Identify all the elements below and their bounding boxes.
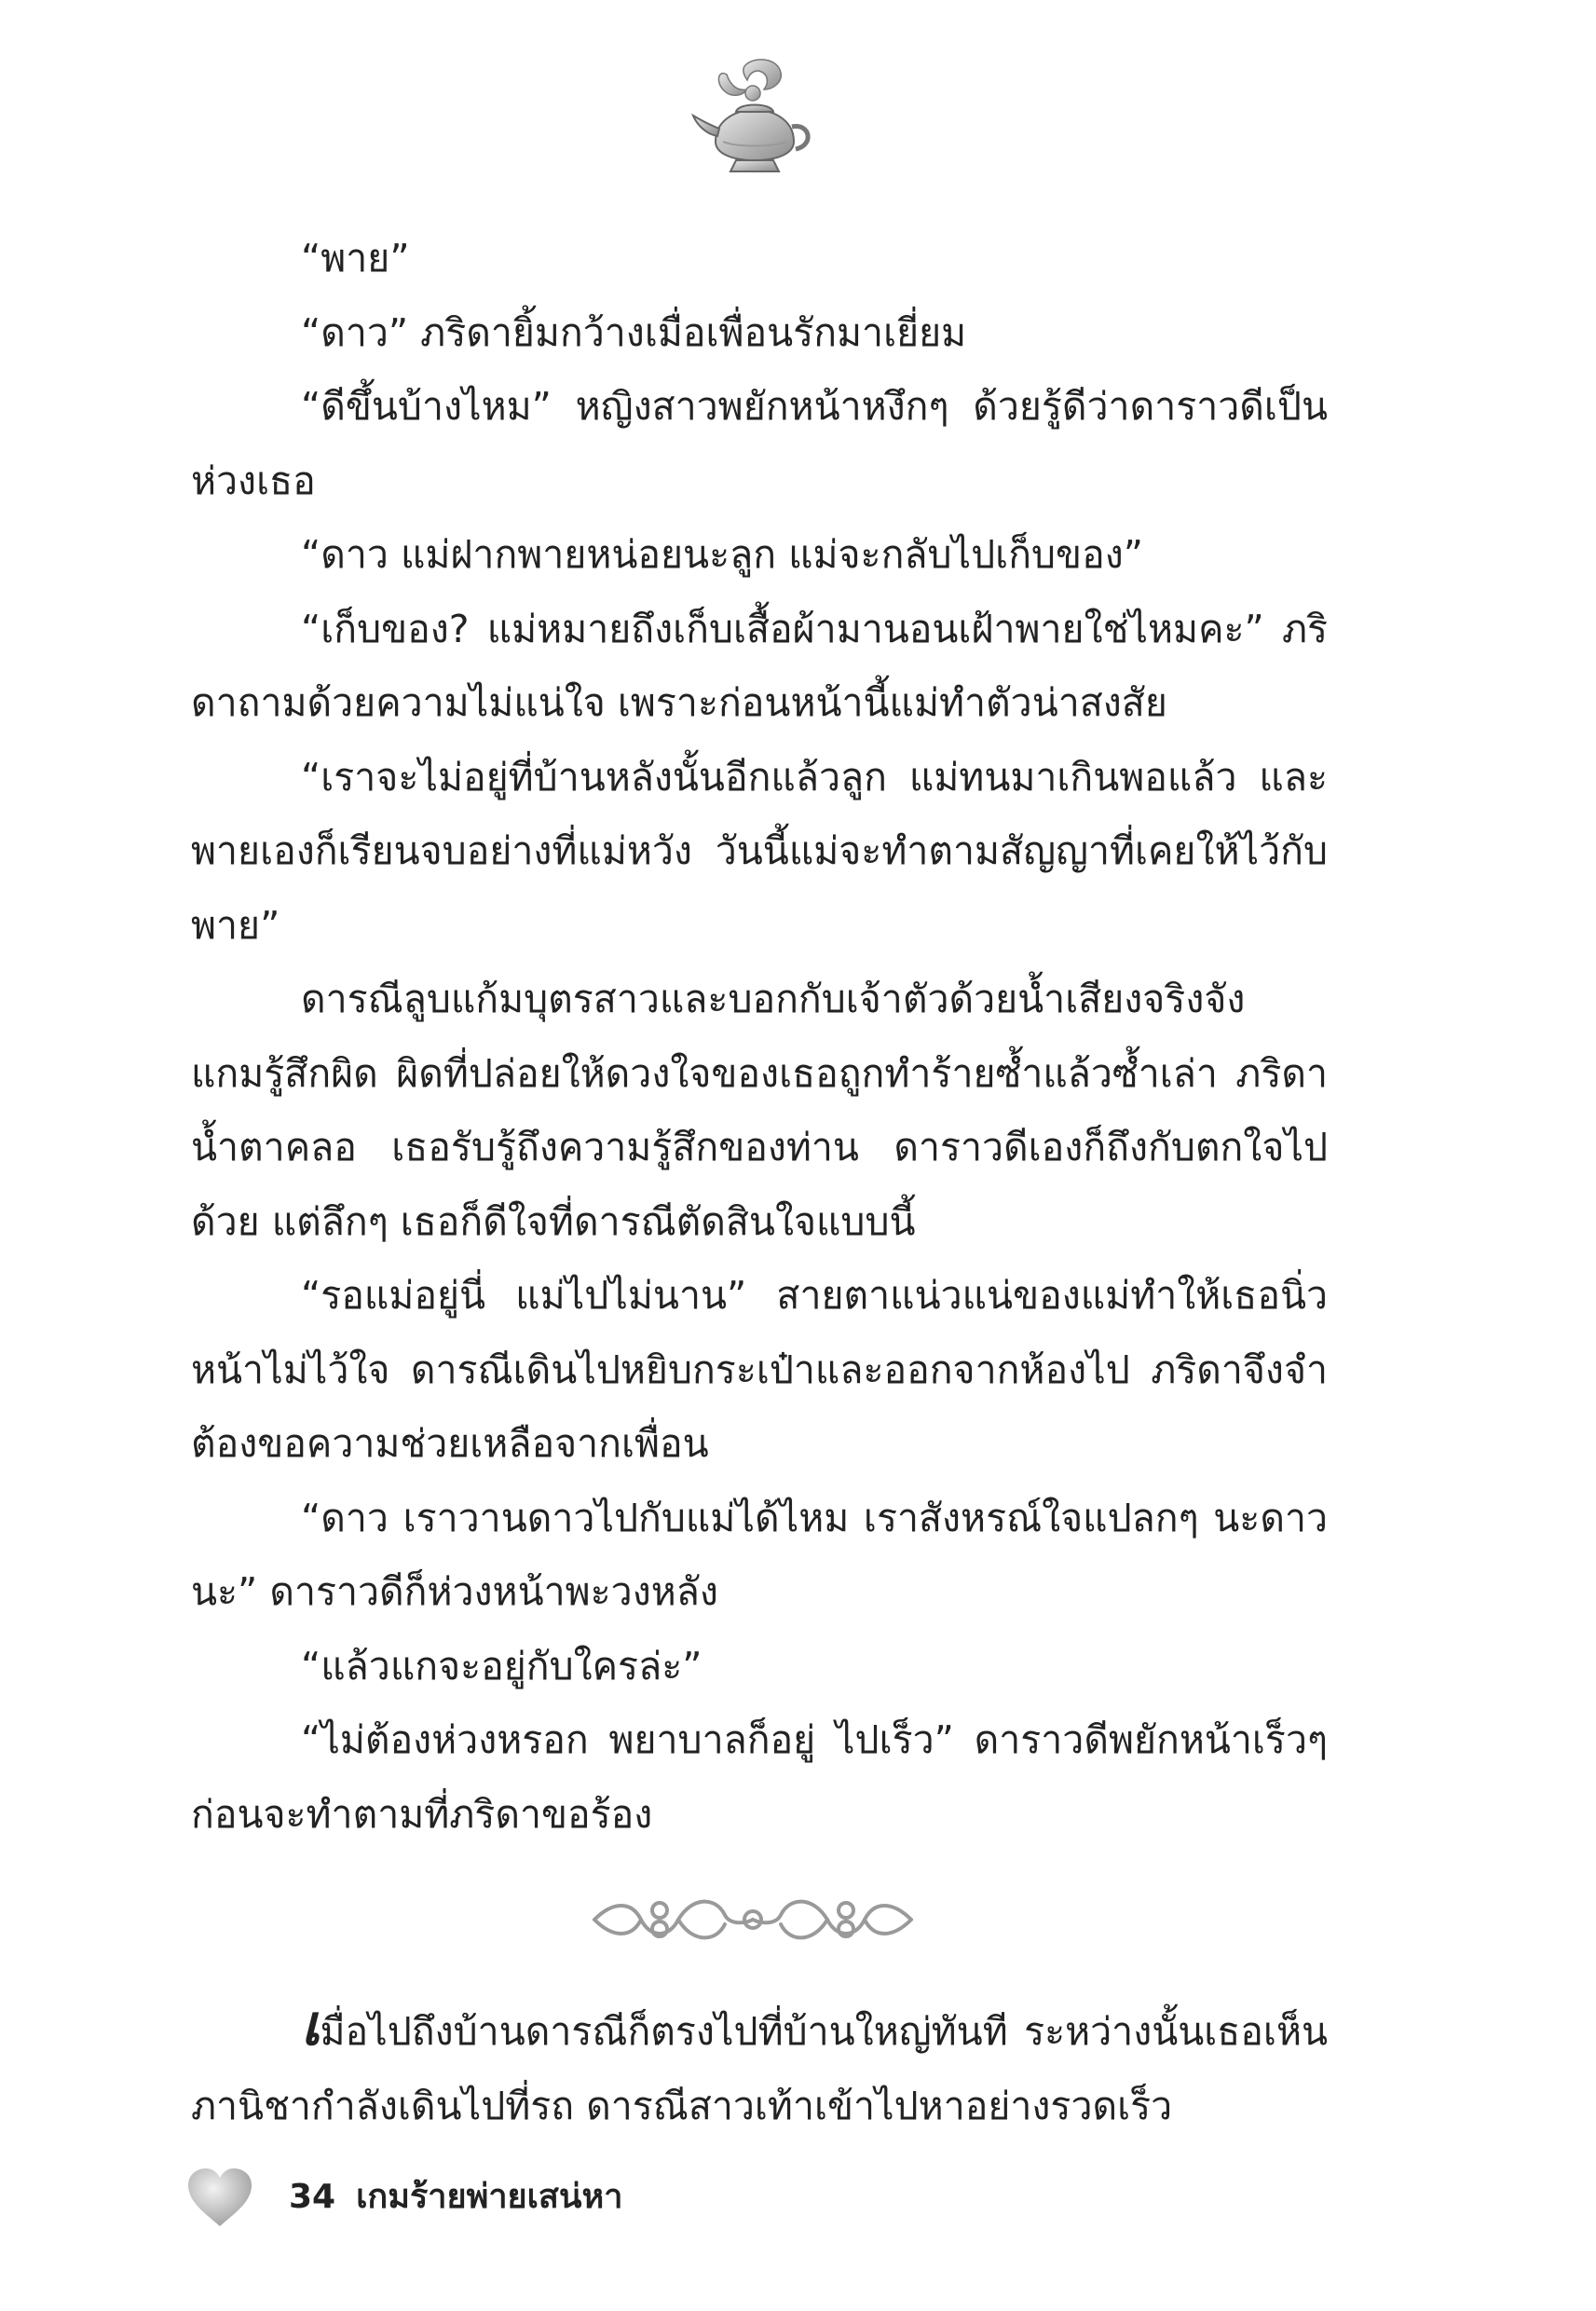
paragraph: “รอแม่อยู่นี่ แม่ไปไม่นาน” สายตาแน่วแน่ของแม่ทำให้เธอนิ่วหน้าไม่ไว้ใจ ดารณีเดินไปหยิบกระเป๋าและออกจากห้องไป ภริดาจึงจำต้องขอความช่วยเหลือจากเพื่อน [191, 1273, 1328, 1466]
paragraph-text: มื่อไปถึงบ้านดารณีก็ตรงไปที่บ้านใหญ่ทันที ระหว่างนั้นเธอเห็นภานิชากำลังเดินไปที่รถ ดารณีสาวเท้าเข้าไปหาอย่างรวดเร็ว [191, 2009, 1328, 2128]
paragraph: “แล้วแกจะอยู่กับใครล่ะ” [301, 1643, 703, 1689]
paragraph [191, 1990, 1328, 2143]
scroll-ornament-icon [585, 1882, 921, 1957]
section-two [191, 1990, 1328, 2143]
body-text [191, 222, 1328, 1852]
paragraph: “เก็บของ? แม่หมายถึงเก็บเสื้อผ้ามานอนเฝ้าพายใช่ไหมคะ” ภริดาถามด้วยความไม่แน่ใจ เพราะก่อนหน้านี้แม่ทำตัวน่าสงสัย [191, 606, 1328, 725]
heart-icon [186, 2167, 253, 2228]
paragraph: “ดาว” ภริดายิ้มกว้างเมื่อเพื่อนรักมาเยี่ยม [301, 309, 967, 355]
paragraph: “เราจะไม่อยู่ที่บ้านหลังนั้นอีกแล้วลูก แม่ทนมาเกินพอแล้ว และพายเองก็เรียนจบอย่างที่แม่หวัง วันนี้แม่จะทำตามสัญญาที่เคยให้ไว้กับพาย” [191, 754, 1328, 948]
paragraph: “ดาว เราวานดาวไปกับแม่ได้ไหม เราสังหรณ์ใจแปลกๆ นะดาวนะ” ดาราวดีก็ห่วงหน้าพะวงหลัง [191, 1495, 1328, 1614]
cupid-teapot-icon [689, 56, 820, 182]
page-number: 34 [289, 2178, 336, 2216]
footer-text [289, 2174, 622, 2221]
paragraph: “ดีขึ้นบ้างไหม” หญิงสาวพยักหน้าหงึกๆ ด้วยรู้ดีว่าดาราวดีเป็นห่วงเธอ [191, 384, 1328, 503]
book-title: เกมร้ายพ่ายเสน่หา [356, 2178, 623, 2216]
paragraph: ดารณีลูบแก้มบุตรสาวและบอกกับเจ้าตัวด้วยน้ำเสียงจริงจัง แกมรู้สึกผิด ผิดที่ปล่อยให้ดวงใจของเธอถูกทำร้ายซ้ำแล้วซ้ำเล่า ภริดาน้ำตาคลอ เธอรับรู้ถึงความรู้สึกของท่าน ดาราวดีเองก็ถึงกับตกใจไปด้วย แต่ลึกๆ เธอก็ดีใจที่ดารณีตัดสินใจแบบนี้ [191, 977, 1328, 1244]
drop-cap: เ [301, 1993, 321, 2058]
paragraph: “ไม่ต้องห่วงหรอก พยาบาลก็อยู่ ไปเร็ว” ดาราวดีพยักหน้าเร็วๆ ก่อนจะทำตามที่ภริดาขอร้อง [191, 1717, 1328, 1837]
paragraph: “ดาว แม่ฝากพายหน่อยนะลูก แม่จะกลับไปเก็บของ” [301, 532, 1143, 577]
page-footer [186, 2167, 839, 2232]
paragraph: “พาย” [301, 236, 410, 280]
